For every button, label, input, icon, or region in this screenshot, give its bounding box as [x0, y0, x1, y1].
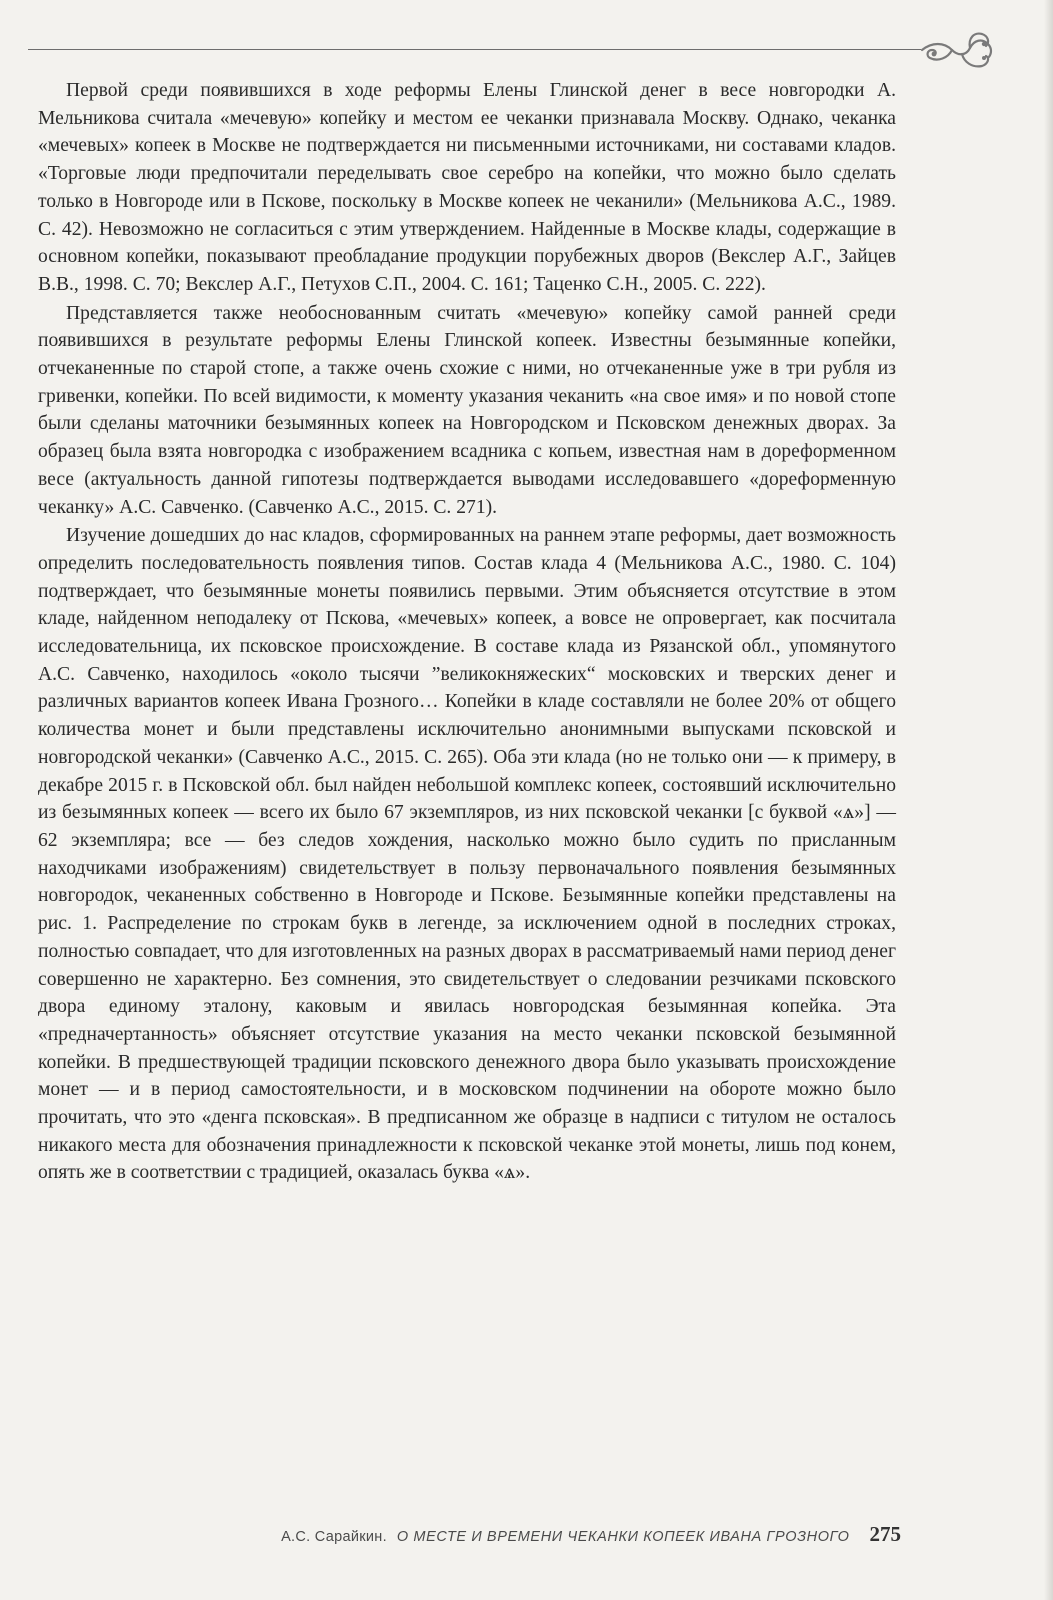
footer-author: А.С. Сарайкин. — [281, 1529, 387, 1545]
footer-title: О МЕСТЕ И ВРЕМЕНИ ЧЕКАНКИ КОПЕЕК ИВАНА ГРОЗНОГО — [396, 1529, 850, 1545]
paragraph-3: Изучение дошедших до нас кладов, сформированных на раннем этапе реформы, дает возможность определить последовательность появления типов. Состав клада 4 (Мельникова А.С., 1980. С. 104) подтверждает, что безымянные монеты появились первыми. Этим объясняется отсутствие в этом кладе, найденном неподалеку от Пскова, «мечевых» копеек, а вовсе не опровергает, как посчитала исследовательница, их псковское происхождение. В составе клада из Рязанской обл., упомянутого А.С. Савченко, находилось «около тысячи ”великокняжеских“ московских и тверских денег и различных вариантов копеек Ивана Грозного… Копейки в кладе составляли не более 20% от общего количества монет и были представлены исключительно анонимными выпусками псковской и новгородской чеканки» (Савченко А.С., 2015. С. 265). Оба эти клада (но не только они — к примеру, в декабре 2015 г. в Псковской обл. был найден небольшой комплекс копеек, состоявший исключительно из безымянных копеек — всего их было 67 экземпляров, из них псковской чеканки [с буквой «ѧ»] — 62 экземпляра; все — без следов хождения, насколько можно было судить по присланным находчиками изображениям) свидетельствует в пользу первоначального появления безымянных новгородок, чеканенных собственно в Новгороде и Пскове. Безымянные копейки представлены на рис. 1. Распределение по строкам букв в легенде, за исключением одной в последних строках, полностью совпадает, что для изготовленных на разных дворах в рассматриваемый нами период денег совершенно не характерно. Без сомнения, это свидетельствует о следовании резчиками псковского двора единому эталону, каковым и явилась новгородская безымянная копейка. Эта «предначертанность» объясняет отсутствие указания на место чеканки псковской безымянной копейки. В предшествующей традиции псковского денежного двора было указывать происхождение монет — и в период самостоятельности, и в московском подчинении на обороте можно было прочитать, что это «денга псковская». В предписанном же образце в надписи с титулом не осталось никакого места для обозначения принадлежности к псковской чеканке этой монеты, лишь под конем, опять же в соответствии с традицией, оказалась буква «ѧ». — [38, 525, 896, 1184]
scroll-ornament-icon — [918, 28, 996, 74]
page-number: 275 — [869, 1522, 901, 1546]
running-footer — [0, 1522, 901, 1547]
paragraph-2: Представляется также необоснованным считать «мечевую» копейку самой ранней среди появившихся в результате реформы Елены Глинской копеек. Известны безымянные копейки, отчеканенные по старой стопе, а также очень схожие с ними, но отчеканенные уже в три рубля из гривенки, копейки. По всей видимости, к моменту указания чеканить «на свое имя» и по новой стопе были сделаны маточники безымянных копеек на Новгородском и Псковском денежных дворах. За образец была взята новгородка с изображением всадника с копьем, известная нам в дореформенном весе (актуальность данной гипотезы подтверждается выводами исследовавшего «дореформенную чеканку» А.С. Савченко. (Савченко А.С., 2015. С. 271). — [38, 302, 896, 518]
header-rule — [28, 49, 921, 50]
paragraph-1: Первой среди появившихся в ходе реформы Елены Глинской денег в весе новгородки А. Мельникова считала «мечевую» копейку и местом ее чеканки признавала Москву. Однако, чеканка «мечевых» копеек в Москве не подтверждается ни письменными источниками, ни составами кладов. «Торговые люди предпочитали переделывать свое серебро на копейки, что можно было сделать только в Новгороде или в Пскове, поскольку в Москве копеек не чеканили» (Мельникова А.С., 1989. С. 42). Невозможно не согласиться с этим утверждением. Найденные в Москве клады, содержащие в основном копейки, показывают преобладание продукции порубежных дворов (Векслер А.Г., Зайцев В.В., 1998. С. 70; Векслер А.Г., Петухов С.П., 2004. С. 161; Таценко С.Н., 2005. С. 222). — [38, 80, 896, 295]
body-text — [38, 77, 896, 1187]
page-edge-shadow — [1044, 0, 1053, 1600]
